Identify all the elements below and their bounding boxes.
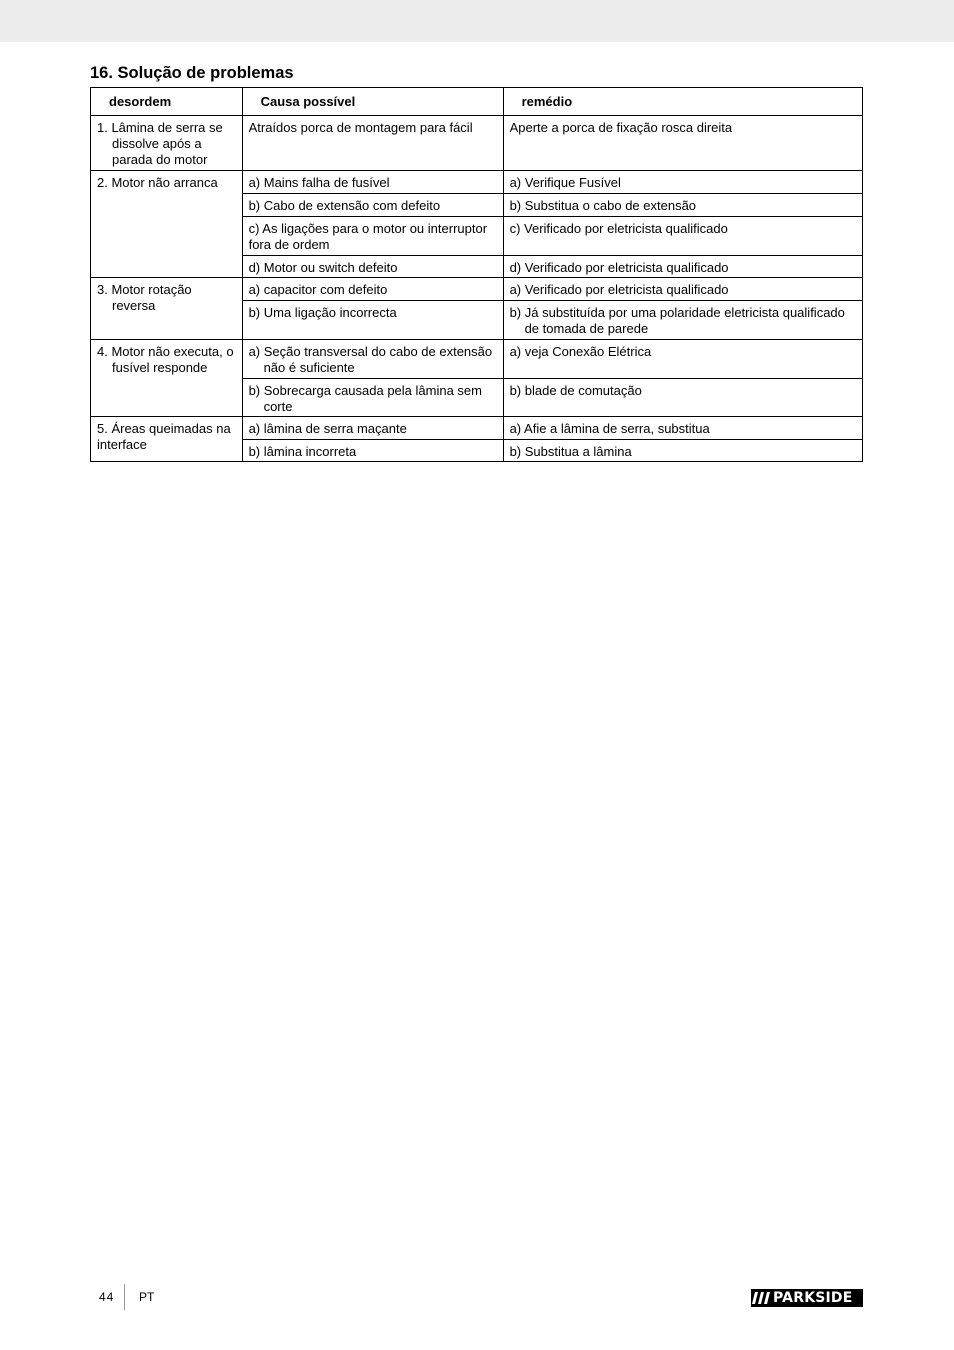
cause-cell: a) Seção transversal do cabo de extensão não é suficiente	[242, 340, 503, 379]
header-cause: Causa possível	[242, 88, 503, 116]
cause-cell: a) capacitor com defeito	[242, 278, 503, 301]
table-row	[91, 417, 863, 440]
header-remedy: remédio	[503, 88, 862, 116]
cause-cell: b) Sobrecarga causada pela lâmina sem corte	[242, 379, 503, 417]
cause-cell: a) Mains falha de fusível	[242, 171, 503, 194]
page-number: 44	[99, 1290, 115, 1304]
remedy-cell: b) Já substituída por uma polaridade eletricista qualificado de tomada de parede	[503, 301, 862, 340]
problem-cell: 5. Áreas queimadas na interface	[91, 417, 243, 462]
cause-cell: Atraídos porca de montagem para fácil	[242, 116, 503, 171]
problem-cell: 2. Motor não arranca	[91, 171, 243, 278]
remedy-cell: a) Verificado por eletricista qualificado	[503, 278, 862, 301]
cause-cell: d) Motor ou switch defeito	[242, 256, 503, 278]
top-band	[0, 0, 954, 42]
troubleshooting-table	[90, 87, 863, 462]
cause-cell: b) Uma ligação incorrecta	[242, 301, 503, 340]
remedy-cell: a) Afie a lâmina de serra, substitua	[503, 417, 862, 440]
language-code: PT	[139, 1290, 155, 1304]
problem-cell: 4. Motor não executa, o fusível responde	[91, 340, 243, 417]
remedy-cell: b) Substitua a lâmina	[503, 440, 862, 462]
remedy-cell: c) Verificado por eletricista qualificado	[503, 217, 862, 256]
table-row	[91, 340, 863, 379]
cause-cell: c) As ligações para o motor ou interruptor fora de ordem	[242, 217, 503, 256]
section-title: 16. Solução de problemas	[90, 64, 294, 82]
cause-cell: a) lâmina de serra maçante	[242, 417, 503, 440]
header-problem: desordem	[91, 88, 243, 116]
problem-cell: 1. Lâmina de serra se dissolve após a parada do motor	[91, 116, 243, 171]
footer-divider	[124, 1284, 125, 1310]
remedy-cell: b) blade de comutação	[503, 379, 862, 417]
table-row	[91, 278, 863, 301]
remedy-cell: Aperte a porca de fixação rosca direita	[503, 116, 862, 171]
remedy-cell: a) Verifique Fusível	[503, 171, 862, 194]
table-header-row	[91, 88, 863, 116]
cause-cell: b) lâmina incorreta	[242, 440, 503, 462]
parkside-logo	[751, 1289, 863, 1307]
remedy-cell: b) Substitua o cabo de extensão	[503, 194, 862, 217]
table-row	[91, 171, 863, 194]
cause-cell: b) Cabo de extensão com defeito	[242, 194, 503, 217]
table-row	[91, 116, 863, 171]
problem-cell: 3. Motor rotação reversa	[91, 278, 243, 340]
remedy-cell: a) veja Conexão Elétrica	[503, 340, 862, 379]
logo-slashes-icon	[751, 1289, 773, 1307]
brand-logo-text: PARKSIDE	[773, 1290, 853, 1306]
remedy-cell: d) Verificado por eletricista qualificado	[503, 256, 862, 278]
